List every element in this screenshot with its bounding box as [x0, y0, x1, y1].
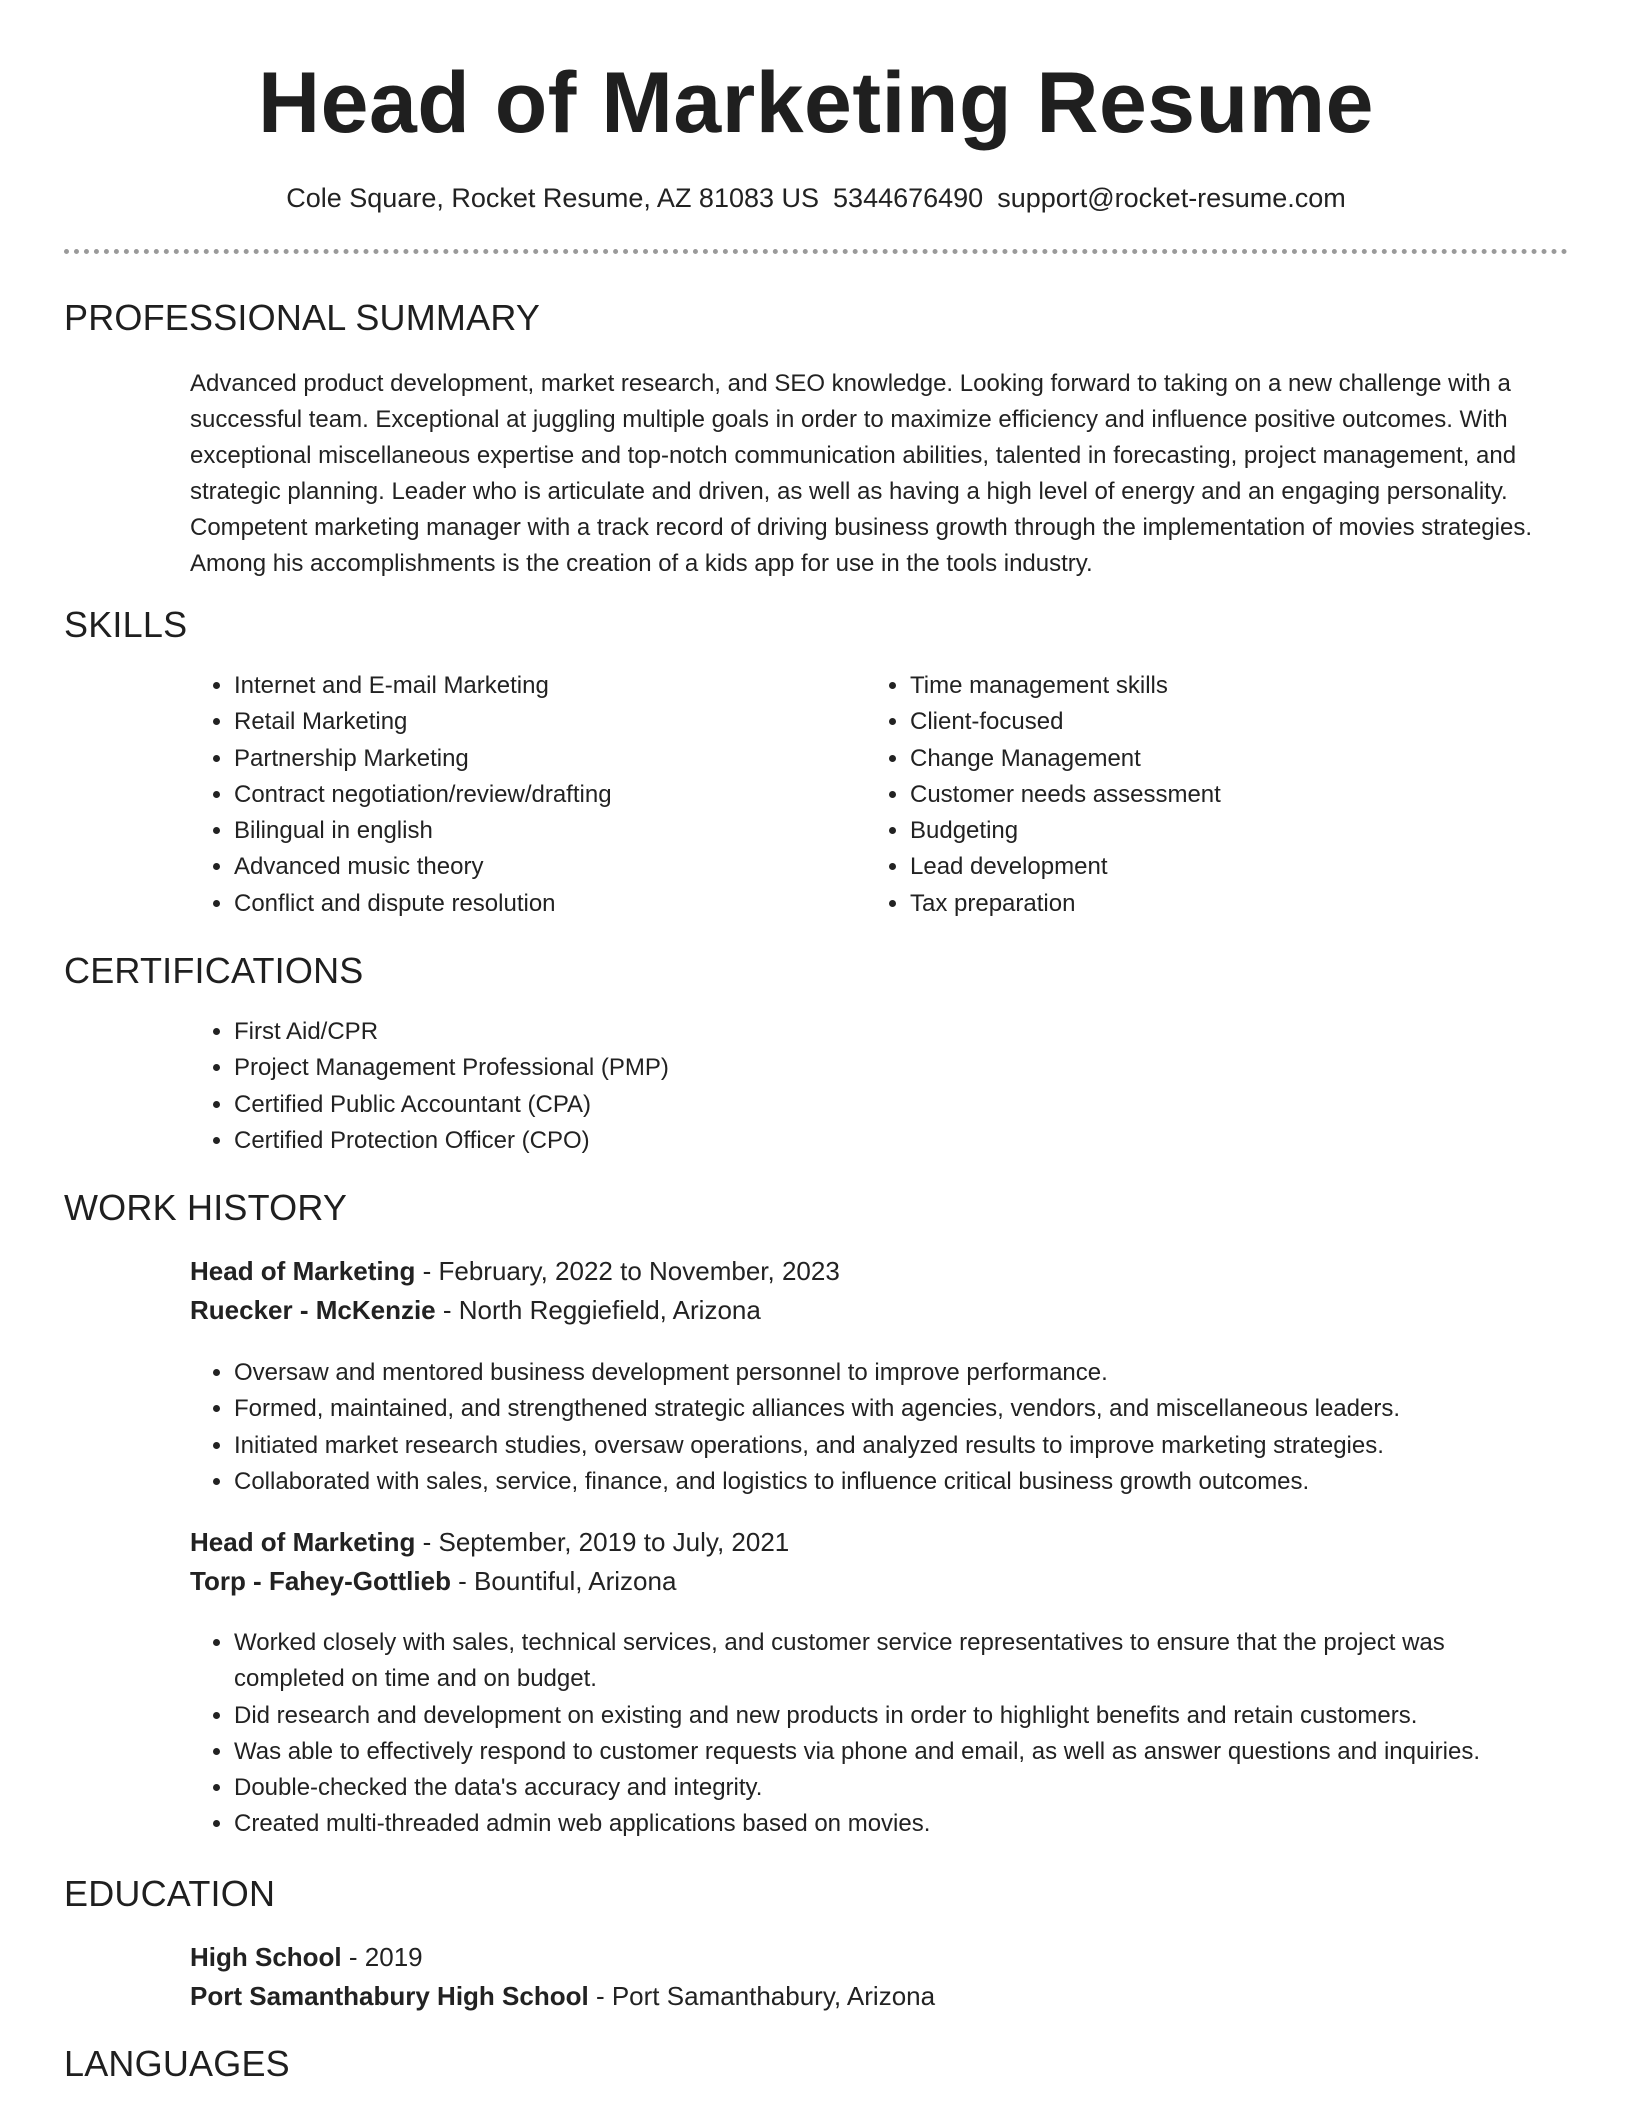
skills-list-right [866, 668, 1530, 922]
job-bullets [190, 1625, 1534, 1843]
education-degree: High School [190, 1942, 342, 1972]
job-bullet: • Created multi-threaded admin web applications based on movies. [234, 1806, 1534, 1842]
job-company-line [190, 1292, 761, 1328]
contact-address: Cole Square, Rocket Resume, AZ 81083 US [286, 183, 820, 213]
languages-heading: LANGUAGES [64, 2043, 290, 2084]
skill-item: • Bilingual in english [234, 813, 854, 849]
job-bullet: • Oversaw and mentored business development personnel to improve performance. [234, 1355, 1614, 1391]
skill-item: • Conflict and dispute resolution [234, 886, 854, 922]
certifications-list [190, 1014, 1534, 1159]
job-dates: - February, 2022 to November, 2023 [415, 1256, 840, 1286]
job-title-line [190, 1524, 789, 1560]
certification-item: • Certified Public Accountant (CPA) [234, 1087, 1534, 1123]
contact-phone: 5344676490 [833, 183, 984, 213]
skill-item: • Partnership Marketing [234, 741, 854, 777]
job-bullets [190, 1355, 1614, 1500]
skill-item: • Client-focused [910, 704, 1530, 740]
job-bullet: • Double-checked the data's accuracy and integrity. [234, 1770, 1534, 1806]
job-bullet: • Did research and development on existing and new products in order to highlight benefits and retain customers. [234, 1698, 1534, 1734]
skill-item: • Tax preparation [910, 886, 1530, 922]
header-divider [64, 249, 1568, 254]
contact-email: support@rocket-resume.com [997, 183, 1346, 213]
certifications-heading: CERTIFICATIONS [64, 950, 364, 991]
job-company: Torp - Fahey-Gottlieb [190, 1566, 451, 1596]
job-location: - North Reggiefield, Arizona [435, 1295, 761, 1325]
resume-title: Head of Marketing Resume [258, 55, 1374, 151]
education-school-line [190, 1978, 935, 2014]
skill-item: • Change Management [910, 741, 1530, 777]
skill-item: • Retail Marketing [234, 704, 854, 740]
skill-item: • Internet and E-mail Marketing [234, 668, 854, 704]
education-degree-line [190, 1939, 423, 1975]
job-title: Head of Marketing [190, 1527, 416, 1557]
contact-line [0, 180, 1632, 216]
skill-item: • Advanced music theory [234, 849, 854, 885]
job-title-line [190, 1253, 840, 1289]
skill-item: • Contract negotiation/review/drafting [234, 777, 854, 813]
job-bullet: • Was able to effectively respond to customer requests via phone and email, as well as answer questions and inquiries. [234, 1734, 1534, 1770]
job-company-line [190, 1563, 676, 1599]
skill-item: • Budgeting [910, 813, 1530, 849]
skill-item: • Time management skills [910, 668, 1530, 704]
education-location: - Port Samanthabury, Arizona [588, 1981, 936, 2011]
summary-heading: PROFESSIONAL SUMMARY [64, 297, 541, 338]
work-history-heading: WORK HISTORY [64, 1187, 348, 1228]
job-bullet: • Formed, maintained, and strengthened strategic alliances with agencies, vendors, and miscellaneous leaders. [234, 1391, 1614, 1427]
education-heading: EDUCATION [64, 1873, 276, 1914]
skill-item: • Customer needs assessment [910, 777, 1530, 813]
job-bullet: • Worked closely with sales, technical services, and customer service representatives to ensure that the project was completed on time and on budget. [234, 1625, 1534, 1698]
certification-item: • Certified Protection Officer (CPO) [234, 1123, 1534, 1159]
skills-list-left [190, 668, 854, 922]
skills-heading: SKILLS [64, 604, 188, 645]
job-dates: - September, 2019 to July, 2021 [415, 1527, 790, 1557]
job-bullet: • Collaborated with sales, service, finance, and logistics to influence critical business growth outcomes. [234, 1464, 1614, 1500]
skill-item: • Lead development [910, 849, 1530, 885]
job-location: - Bountiful, Arizona [450, 1566, 677, 1596]
summary-text: Advanced product development, market research, and SEO knowledge. Looking forward to taking on a new challenge with a successful team. Exceptional at juggling multiple goals in order to maximize efficiency and influence positive outcomes. With exceptional miscellaneous expertise and top-notch communication abilities, talented in forecasting, project management, and strategic planning. Leader who is articulate and driven, as well as having a high level of energy and an engaging personality. Competent marketing manager with a track record of driving business growth through the implementation of movies strategies. Among his accomplishments is the creation of a kids app for use in the tools industry. [190, 370, 1532, 577]
certification-item: • First Aid/CPR [234, 1014, 1534, 1050]
job-title: Head of Marketing [190, 1256, 416, 1286]
education-year: - 2019 [341, 1942, 423, 1972]
education-school: Port Samanthabury High School [190, 1981, 589, 2011]
job-company: Ruecker - McKenzie [190, 1295, 436, 1325]
job-bullet: • Initiated market research studies, oversaw operations, and analyzed results to improve marketing strategies. [234, 1428, 1614, 1464]
certification-item: • Project Management Professional (PMP) [234, 1050, 1534, 1086]
